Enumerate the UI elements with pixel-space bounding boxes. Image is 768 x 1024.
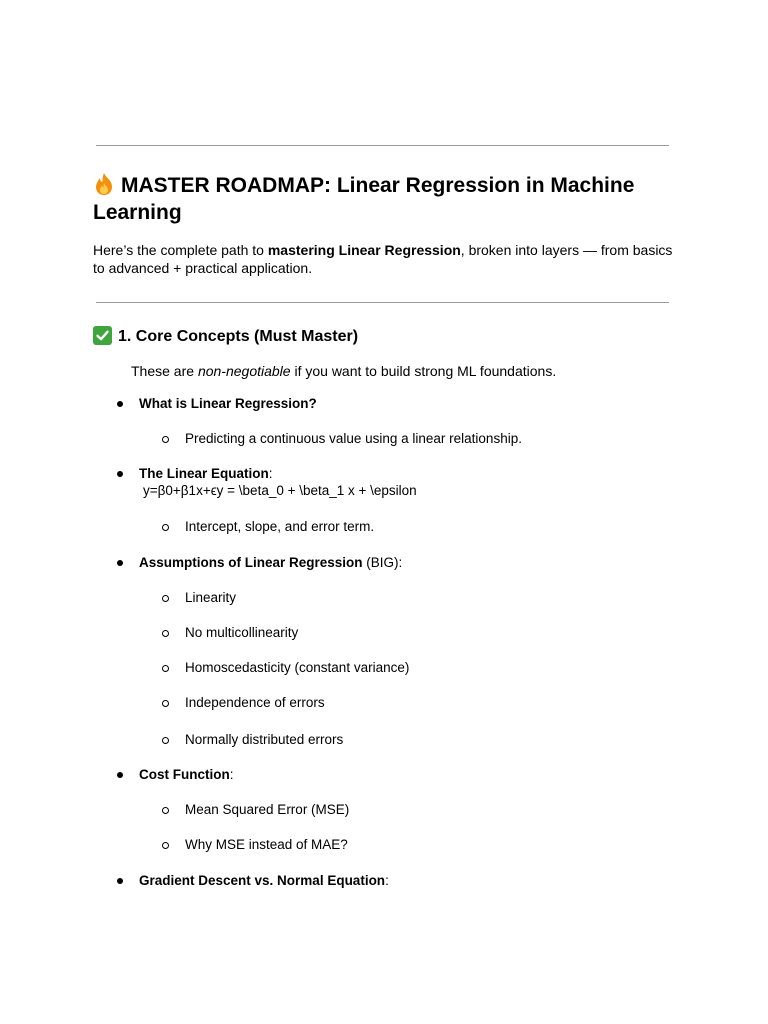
bullet-icon (117, 878, 123, 884)
sub-bullet-icon (162, 700, 169, 707)
sub-list-item: Predicting a continuous value using a linear relationship. (185, 431, 522, 446)
document-title (93, 172, 693, 226)
sub-list-item: Independence of errors (185, 695, 325, 710)
list-item: Cost Function: (139, 767, 234, 782)
sub-list-item: Homoscedasticity (constant variance) (185, 660, 410, 675)
intro-paragraph: Here’s the complete path to mastering Linear Regression, broken into layers — from basics to advanced + practical application. (93, 242, 673, 276)
horizontal-rule (96, 145, 669, 146)
sub-list-item: Normally distributed errors (185, 732, 344, 747)
fire-icon (93, 172, 115, 196)
intro-bold: mastering Linear Regression (267, 242, 461, 258)
sub-bullet-icon (162, 842, 169, 849)
section-heading: 1. Core Concepts (Must Master) (93, 326, 358, 348)
sub-list-item: Mean Squared Error (MSE) (185, 802, 350, 817)
bullet-icon (117, 772, 123, 778)
sub-bullet-icon (162, 737, 169, 744)
sub-bullet-icon (162, 807, 169, 814)
sub-list-item: Intercept, slope, and error term. (185, 519, 375, 534)
list-item: What is Linear Regression? (139, 396, 317, 411)
list-item: The Linear Equation: (139, 466, 273, 481)
sub-bullet-icon (162, 595, 169, 602)
sub-list-item: Why MSE instead of MAE? (185, 837, 348, 852)
sub-list-item: No multicollinearity (185, 625, 299, 640)
list-item: Gradient Descent vs. Normal Equation: (139, 873, 389, 888)
sub-bullet-icon (162, 524, 169, 531)
list-item: Assumptions of Linear Regression (BIG): (139, 555, 403, 570)
formula-text: y=β0+β1x+ϵy = \beta_0 + \beta_1 x + \epsilon (143, 483, 417, 498)
emphasis-text: non-negotiable (197, 363, 291, 379)
bullet-icon (117, 401, 123, 407)
sub-bullet-icon (162, 665, 169, 672)
sub-bullet-icon (162, 436, 169, 443)
check-mark-icon (93, 326, 112, 345)
sub-list-item: Linearity (185, 590, 237, 605)
bullet-icon (117, 471, 123, 477)
section-intro: These are non-negotiable if you want to build strong ML foundations. (131, 363, 557, 379)
title-text: MASTER ROADMAP: Linear Regression in Machine Learning (93, 174, 635, 224)
bullet-icon (117, 560, 123, 566)
sub-bullet-icon (162, 630, 169, 637)
horizontal-rule (96, 302, 669, 303)
